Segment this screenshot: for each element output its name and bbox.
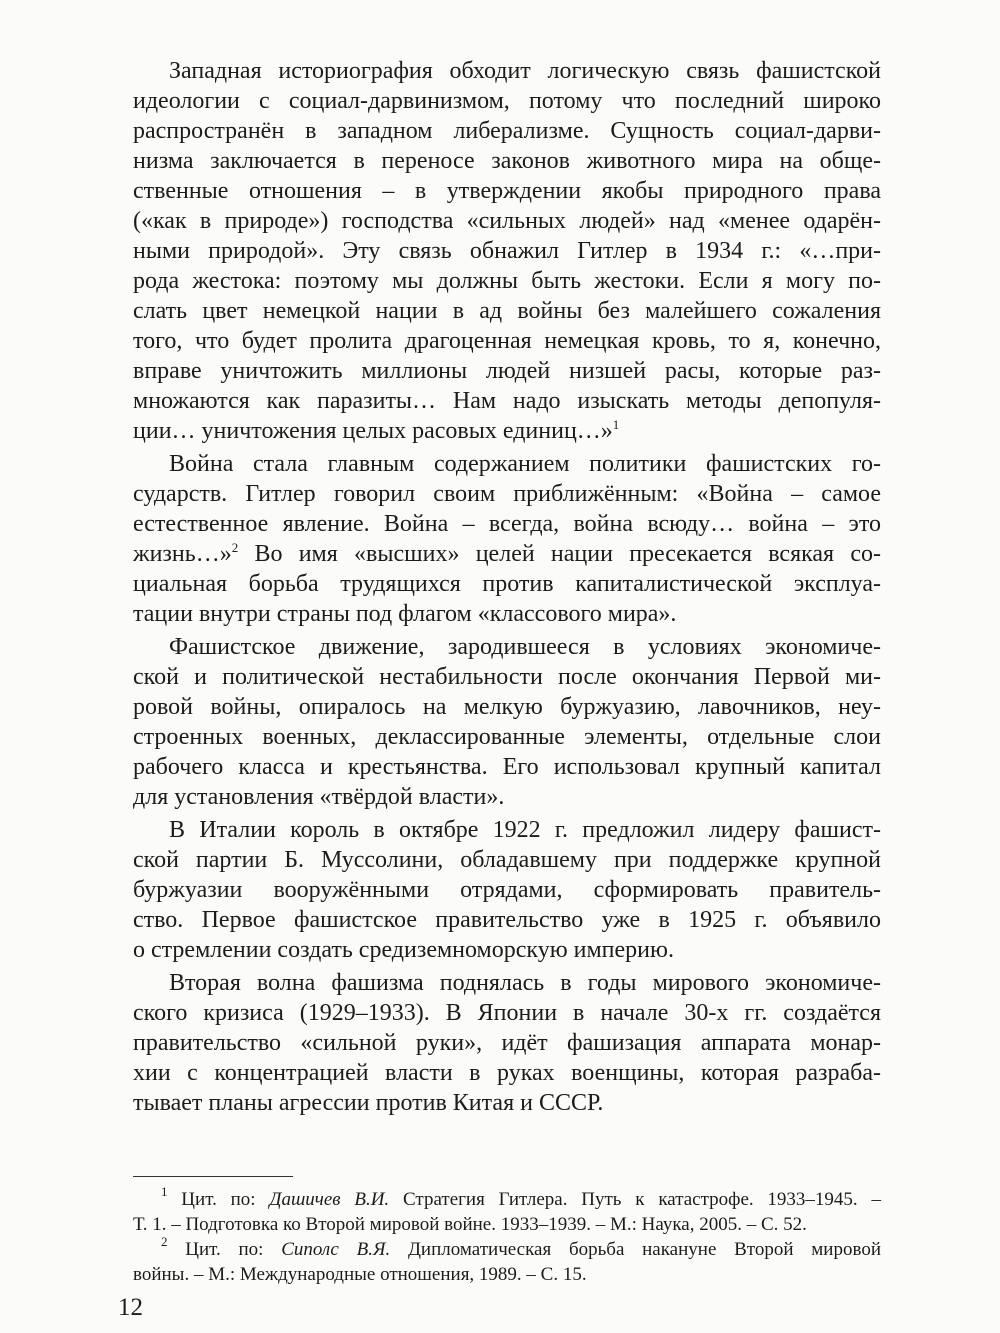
text-line: хии с концентрацией власти в руках военщины, которая разраба- [133, 1060, 881, 1086]
footnote-2-continuation: войны. – М.: Международные отношения, 1989. – С. 15. [133, 1264, 587, 1285]
text-line: распространён в западном либерализме. Сущность социал-дарви- [133, 118, 881, 144]
text-line: о стремлении создать средиземноморскую империю. [133, 937, 674, 963]
footnote-divider [133, 1176, 293, 1177]
footnote-text: Дипломатическая борьба накануне Второй мировой [390, 1239, 881, 1260]
text-line [133, 539, 881, 569]
footnote-author: Сиполс В.Я. [281, 1239, 391, 1260]
text-line: слать цвет немецкой нации в ад войны без малейшего сожаления [133, 298, 881, 324]
text-line: тации внутри страны под флагом «классового мира». [133, 601, 677, 627]
text-line: Война стала главным содержанием политики фашистских го- [169, 451, 881, 477]
footnote-ref-2[interactable]: 2 [231, 540, 239, 555]
text-line: циальная борьба трудящихся против капиталистической эксплуа- [133, 571, 881, 597]
text-line: ство. Первое фашистское правительство уже в 1925 г. объявило [133, 907, 881, 933]
text-line: строенных военных, деклассированные элементы, отдельные слои [133, 724, 881, 750]
paragraph-5 [133, 968, 881, 1118]
footnote-prefix: Цит. по: [167, 1189, 270, 1210]
paragraph-2 [133, 449, 881, 629]
text-line: правительство «сильной руки», идёт фашизация аппарата монар- [133, 1030, 881, 1056]
page-number: 12 [118, 1294, 143, 1321]
text-line [133, 416, 881, 446]
main-text [133, 56, 881, 1118]
text-line: вправе уничтожить миллионы людей низшей расы, которые раз- [133, 358, 881, 384]
text-line: тывает планы агрессии против Китая и СССР. [133, 1090, 604, 1116]
text-line: сударств. Гитлер говорил своим приближённым: «Война – самое [133, 481, 881, 507]
text-line: идеологии с социал-дарвинизмом, потому что последний широко [133, 88, 881, 114]
text-line: ровой войны, опиралось на мелкую буржуазию, лавочников, неу- [133, 694, 881, 720]
text-line: рода жестока: поэтому мы должны быть жестоки. Если я могу по- [133, 268, 881, 294]
text-line: буржуазии вооружёнными отрядами, сформировать правитель- [133, 877, 881, 903]
text-line: ственные отношения – в утверждении якобы природного права [133, 178, 881, 204]
footnote-2 [133, 1234, 881, 1262]
text-line: ской и политической нестабильности после окончания Первой ми- [133, 664, 881, 690]
text-line: множаются как паразиты… Нам надо изыскать методы депопуля- [133, 388, 881, 414]
text-line: Фашистское движение, зародившееся в условиях экономиче- [169, 634, 881, 660]
paragraph-4 [133, 815, 881, 965]
text-line: того, что будет пролита драгоценная немецкая кровь, то я, конечно, [133, 328, 881, 354]
text-line: ными природой». Эту связь обнажил Гитлер в 1934 г.: «…при- [133, 238, 881, 264]
text-line: («как в природе») господства «сильных людей» над «менее одарён- [133, 208, 881, 234]
text-line: Западная историография обходит логическую связь фашистской [169, 58, 881, 84]
text-line: рабочего класса и крестьянства. Его использовал крупный капитал [133, 754, 881, 780]
footnotes [133, 1184, 881, 1287]
text-line-content: ции… уничтожения целых расовых единиц…» [133, 418, 613, 444]
text-line: естественное явление. Война – всегда, война всюду… война – это [133, 511, 881, 537]
text-line-content: Во имя «высших» целей нации пресекается всякая со- [238, 541, 881, 567]
text-line: для установления «твёрдой власти». [133, 784, 505, 810]
footnote-mark: 2 [161, 1234, 168, 1249]
footnote-author: Дашичев В.И. [269, 1189, 390, 1210]
paragraph-3 [133, 632, 881, 812]
footnote-1-continuation: Т. 1. – Подготовка ко Второй мировой войне. 1933–1939. – М.: Наука, 2005. – С. 52. [133, 1214, 807, 1235]
footnote-text: Стратегия Гитлера. Путь к катастрофе. 1933–1945. – [389, 1189, 881, 1210]
paragraph-1 [133, 56, 881, 446]
footnote-mark: 1 [161, 1184, 168, 1199]
text-line: В Италии король в октябре 1922 г. предложил лидеру фашист- [169, 817, 881, 843]
text-line: ской партии Б. Муссолини, обладавшему при поддержке крупной [133, 847, 881, 873]
text-line-content: жизнь…» [133, 541, 232, 567]
footnote-ref-1[interactable]: 1 [612, 417, 620, 432]
footnote-prefix: Цит. по: [167, 1239, 282, 1260]
text-line: Вторая волна фашизма поднялась в годы мирового экономиче- [169, 970, 881, 996]
text-line: низма заключается в переносе законов животного мира на обще- [133, 148, 881, 174]
text-line: ского кризиса (1929–1933). В Японии в начале 30-х гг. создаётся [133, 1000, 881, 1026]
footnote-1 [133, 1184, 881, 1212]
